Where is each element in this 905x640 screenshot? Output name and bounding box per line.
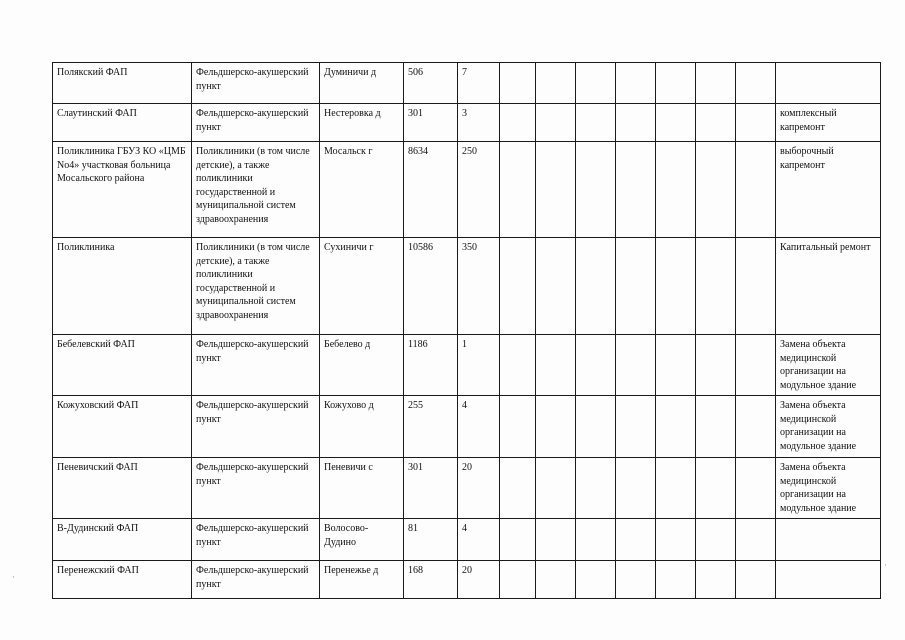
empty-cell [736, 238, 776, 335]
capacity-cell: 4 [458, 519, 500, 561]
capacity-cell: 3 [458, 104, 500, 142]
empty-cell [656, 63, 696, 104]
facility-type-cell: Фельдшерско-акушерский пункт [192, 519, 320, 561]
facility-name-cell: Полякский ФАП [53, 63, 192, 104]
empty-cell [736, 63, 776, 104]
facility-name-cell: В-Дудинский ФАП [53, 519, 192, 561]
locality-cell: Нестеровка д [320, 104, 404, 142]
empty-cell [536, 63, 576, 104]
facility-name-cell: Пеневичский ФАП [53, 458, 192, 519]
work-type-cell: Замена объекта медицинской организации на модульное здание [776, 458, 881, 519]
empty-cell [656, 104, 696, 142]
facility-name-cell: Поликлиника ГБУЗ КО «ЦМБ No4» участковая больница Мосальского района [53, 142, 192, 238]
empty-cell [616, 63, 656, 104]
empty-cell [736, 104, 776, 142]
empty-cell [500, 396, 536, 458]
capacity-cell: 20 [458, 561, 500, 599]
empty-cell [500, 63, 536, 104]
population-cell: 168 [404, 561, 458, 599]
empty-cell [536, 458, 576, 519]
empty-cell [736, 561, 776, 599]
locality-cell: Мосальск г [320, 142, 404, 238]
empty-cell [696, 238, 736, 335]
empty-cell [656, 519, 696, 561]
empty-cell [736, 396, 776, 458]
empty-cell [616, 458, 656, 519]
empty-cell [576, 104, 616, 142]
population-cell: 506 [404, 63, 458, 104]
capacity-cell: 350 [458, 238, 500, 335]
empty-cell [576, 335, 616, 396]
empty-cell [616, 561, 656, 599]
empty-cell [696, 335, 736, 396]
empty-cell [736, 519, 776, 561]
locality-cell: Пеневичи с [320, 458, 404, 519]
empty-cell [500, 519, 536, 561]
empty-cell [576, 458, 616, 519]
empty-cell [536, 519, 576, 561]
empty-cell [656, 142, 696, 238]
facility-type-cell: Поликлиники (в том числе детские), а также поликлиники государственной и муниципальной систем здравоохранения [192, 142, 320, 238]
capacity-cell: 7 [458, 63, 500, 104]
empty-cell [536, 238, 576, 335]
locality-cell: Думиничи д [320, 63, 404, 104]
population-cell: 81 [404, 519, 458, 561]
facility-type-cell: Фельдшерско-акушерский пункт [192, 561, 320, 599]
work-type-cell: Замена объекта медицинской организации на модульное здание [776, 396, 881, 458]
table-row [53, 104, 881, 142]
population-cell: 301 [404, 458, 458, 519]
empty-cell [536, 104, 576, 142]
facility-name-cell: Поликлиника [53, 238, 192, 335]
empty-cell [736, 142, 776, 238]
empty-cell [616, 396, 656, 458]
empty-cell [576, 63, 616, 104]
population-cell: 10586 [404, 238, 458, 335]
facilities-table [52, 62, 881, 599]
empty-cell [500, 561, 536, 599]
facility-name-cell: Слаутинский ФАП [53, 104, 192, 142]
capacity-cell: 4 [458, 396, 500, 458]
population-cell: 301 [404, 104, 458, 142]
empty-cell [500, 335, 536, 396]
empty-cell [656, 335, 696, 396]
work-type-cell [776, 63, 881, 104]
work-type-cell [776, 561, 881, 599]
empty-cell [536, 335, 576, 396]
facility-type-cell: Фельдшерско-акушерский пункт [192, 104, 320, 142]
empty-cell [536, 396, 576, 458]
facility-name-cell: Бебелевский ФАП [53, 335, 192, 396]
empty-cell [500, 104, 536, 142]
empty-cell [696, 396, 736, 458]
empty-cell [576, 519, 616, 561]
empty-cell [500, 458, 536, 519]
empty-cell [616, 335, 656, 396]
empty-cell [696, 63, 736, 104]
facility-type-cell: Фельдшерско-акушерский пункт [192, 396, 320, 458]
table-row [53, 142, 881, 238]
empty-cell [656, 238, 696, 335]
empty-cell [500, 142, 536, 238]
empty-cell [696, 561, 736, 599]
capacity-cell: 1 [458, 335, 500, 396]
work-type-cell: комплексный капремонт [776, 104, 881, 142]
facility-type-cell: Фельдшерско-акушерский пункт [192, 63, 320, 104]
table-row [53, 396, 881, 458]
facility-name-cell: Перенежский ФАП [53, 561, 192, 599]
table-row [53, 63, 881, 104]
empty-cell [696, 104, 736, 142]
locality-cell: Бебелево д [320, 335, 404, 396]
empty-cell [736, 458, 776, 519]
table-row [53, 458, 881, 519]
empty-cell [536, 561, 576, 599]
capacity-cell: 250 [458, 142, 500, 238]
empty-cell [696, 519, 736, 561]
work-type-cell [776, 519, 881, 561]
table-row [53, 561, 881, 599]
empty-cell [616, 238, 656, 335]
work-type-cell: Капитальный ремонт [776, 238, 881, 335]
empty-cell [616, 142, 656, 238]
locality-cell: Кожухово д [320, 396, 404, 458]
empty-cell [576, 396, 616, 458]
empty-cell [736, 335, 776, 396]
table-row [53, 519, 881, 561]
empty-cell [696, 142, 736, 238]
empty-cell [576, 238, 616, 335]
facility-type-cell: Фельдшерско-акушерский пункт [192, 335, 320, 396]
locality-cell: Сухиничи г [320, 238, 404, 335]
empty-cell [576, 561, 616, 599]
empty-cell [656, 458, 696, 519]
locality-cell: Волосово-Дудино [320, 519, 404, 561]
scan-artifact: · [12, 572, 15, 582]
empty-cell [576, 142, 616, 238]
empty-cell [616, 104, 656, 142]
population-cell: 8634 [404, 142, 458, 238]
population-cell: 255 [404, 396, 458, 458]
empty-cell [500, 238, 536, 335]
population-cell: 1186 [404, 335, 458, 396]
capacity-cell: 20 [458, 458, 500, 519]
locality-cell: Перенежье д [320, 561, 404, 599]
facility-type-cell: Поликлиники (в том числе детские), а также поликлиники государственной и муниципальной систем здравоохранения [192, 238, 320, 335]
empty-cell [656, 396, 696, 458]
facility-name-cell: Кожуховский ФАП [53, 396, 192, 458]
work-type-cell: выборочный капремонт [776, 142, 881, 238]
empty-cell [616, 519, 656, 561]
empty-cell [536, 142, 576, 238]
table-row [53, 335, 881, 396]
empty-cell [696, 458, 736, 519]
table-row [53, 238, 881, 335]
scan-artifact: · [884, 560, 887, 570]
facility-type-cell: Фельдшерско-акушерский пункт [192, 458, 320, 519]
empty-cell [656, 561, 696, 599]
work-type-cell: Замена объекта медицинской организации на модульное здание [776, 335, 881, 396]
